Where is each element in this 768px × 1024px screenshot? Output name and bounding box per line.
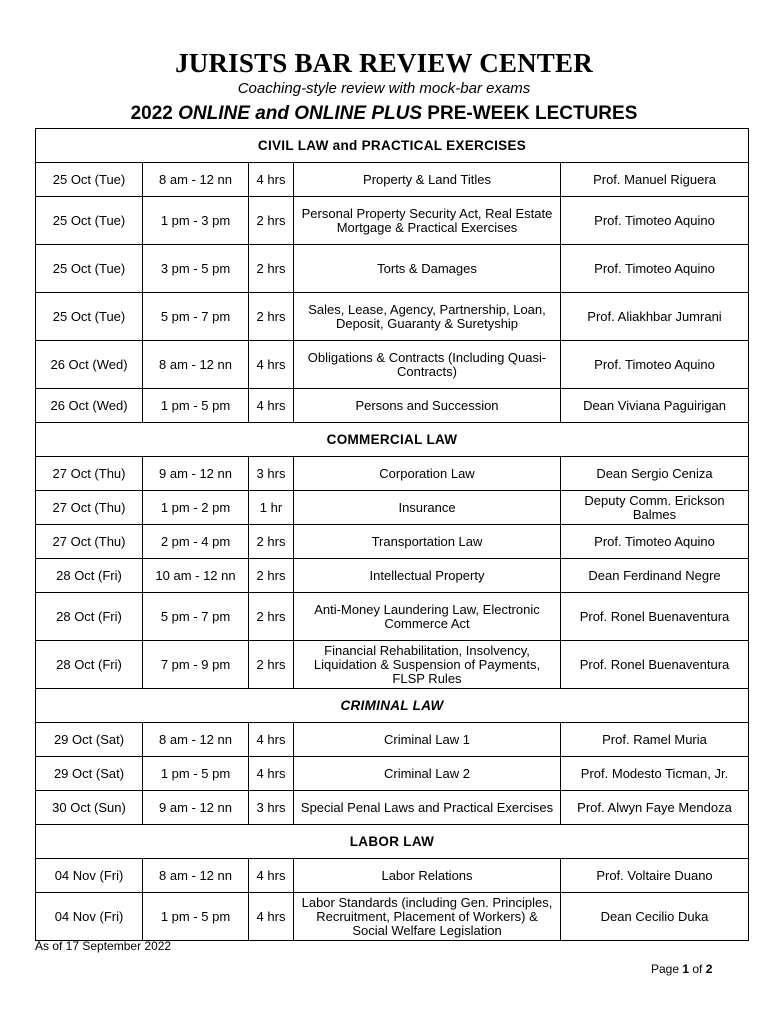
cell-time: 8 am - 12 nn xyxy=(143,163,249,197)
cell-time: 1 pm - 5 pm xyxy=(143,389,249,423)
cell-hours: 4 hrs xyxy=(249,859,294,893)
cell-date: 04 Nov (Fri) xyxy=(36,859,143,893)
cell-date: 25 Oct (Tue) xyxy=(36,197,143,245)
cell-hours: 4 hrs xyxy=(249,757,294,791)
cell-time: 5 pm - 7 pm xyxy=(143,293,249,341)
cell-subject: Insurance xyxy=(294,491,561,525)
cell-hours: 2 hrs xyxy=(249,593,294,641)
cell-hours: 4 hrs xyxy=(249,389,294,423)
table-row xyxy=(36,163,749,197)
cell-time: 9 am - 12 nn xyxy=(143,791,249,825)
table-row xyxy=(36,791,749,825)
cell-subject: Sales, Lease, Agency, Partnership, Loan, Deposit, Guaranty & Suretyship xyxy=(294,293,561,341)
cell-lecturer: Dean Sergio Ceniza xyxy=(561,457,749,491)
cell-hours: 1 hr xyxy=(249,491,294,525)
cell-hours: 4 hrs xyxy=(249,893,294,941)
cell-lecturer: Prof. Ramel Muria xyxy=(561,723,749,757)
cell-hours: 2 hrs xyxy=(249,245,294,293)
cell-lecturer: Prof. Ronel Buenaventura xyxy=(561,641,749,689)
cell-time: 1 pm - 5 pm xyxy=(143,757,249,791)
cell-subject: Financial Rehabilitation, Insolvency, Liquidation & Suspension of Payments, FLSP Rules xyxy=(294,641,561,689)
cell-subject: Obligations & Contracts (Including Quasi-Contracts) xyxy=(294,341,561,389)
cell-date: 25 Oct (Tue) xyxy=(36,245,143,293)
cell-lecturer: Deputy Comm. Erickson Balmes xyxy=(561,491,749,525)
cell-lecturer: Prof. Timoteo Aquino xyxy=(561,197,749,245)
cell-lecturer: Prof. Timoteo Aquino xyxy=(561,245,749,293)
cell-time: 8 am - 12 nn xyxy=(143,859,249,893)
cell-subject: Labor Standards (including Gen. Principles, Recruitment, Placement of Workers) & Social Welfare Legislation xyxy=(294,893,561,941)
cell-time: 1 pm - 5 pm xyxy=(143,893,249,941)
table-row xyxy=(36,893,749,941)
section-header-row xyxy=(36,825,749,859)
table-row xyxy=(36,341,749,389)
cell-time: 1 pm - 2 pm xyxy=(143,491,249,525)
cell-time: 8 am - 12 nn xyxy=(143,341,249,389)
page-mid: of xyxy=(689,962,706,976)
cell-time: 3 pm - 5 pm xyxy=(143,245,249,293)
cell-date: 27 Oct (Thu) xyxy=(36,457,143,491)
section-header-row xyxy=(36,129,749,163)
cell-date: 26 Oct (Wed) xyxy=(36,389,143,423)
cell-hours: 2 hrs xyxy=(249,525,294,559)
cell-subject: Property & Land Titles xyxy=(294,163,561,197)
cell-hours: 2 hrs xyxy=(249,559,294,593)
table-row xyxy=(36,593,749,641)
cell-hours: 2 hrs xyxy=(249,641,294,689)
section-header: CIVIL LAW and PRACTICAL EXERCISES xyxy=(36,129,749,163)
page-total: 2 xyxy=(705,962,713,976)
section-header: CRIMINAL LAW xyxy=(36,689,749,723)
heading-rest: PRE-WEEK LECTURES xyxy=(422,103,638,124)
cell-date: 28 Oct (Fri) xyxy=(36,559,143,593)
cell-subject: Personal Property Security Act, Real Estate Mortgage & Practical Exercises xyxy=(294,197,561,245)
table-row xyxy=(36,723,749,757)
as-of-date: As of 17 September 2022 xyxy=(35,939,172,953)
schedule-table xyxy=(35,128,749,941)
page-number xyxy=(651,962,712,976)
section-header-row xyxy=(36,423,749,457)
cell-lecturer: Prof. Ronel Buenaventura xyxy=(561,593,749,641)
table-row xyxy=(36,491,749,525)
cell-time: 5 pm - 7 pm xyxy=(143,593,249,641)
cell-date: 25 Oct (Tue) xyxy=(36,163,143,197)
cell-lecturer: Prof. Manuel Riguera xyxy=(561,163,749,197)
cell-hours: 2 hrs xyxy=(249,293,294,341)
cell-hours: 3 hrs xyxy=(249,791,294,825)
page-current: 1 xyxy=(682,962,690,976)
cell-date: 28 Oct (Fri) xyxy=(36,641,143,689)
cell-hours: 4 hrs xyxy=(249,341,294,389)
cell-date: 26 Oct (Wed) xyxy=(36,341,143,389)
cell-subject: Transportation Law xyxy=(294,525,561,559)
cell-lecturer: Prof. Timoteo Aquino xyxy=(561,341,749,389)
cell-hours: 2 hrs xyxy=(249,197,294,245)
cell-date: 27 Oct (Thu) xyxy=(36,525,143,559)
table-row xyxy=(36,859,749,893)
cell-time: 8 am - 12 nn xyxy=(143,723,249,757)
cell-lecturer: Dean Cecilio Duka xyxy=(561,893,749,941)
cell-hours: 3 hrs xyxy=(249,457,294,491)
cell-time: 9 am - 12 nn xyxy=(143,457,249,491)
schedule-table-body xyxy=(36,129,749,941)
schedule-heading xyxy=(0,103,768,125)
page-prefix: Page xyxy=(651,962,683,976)
cell-date: 04 Nov (Fri) xyxy=(36,893,143,941)
cell-subject: Torts & Damages xyxy=(294,245,561,293)
cell-subject: Criminal Law 2 xyxy=(294,757,561,791)
table-row xyxy=(36,559,749,593)
cell-subject: Anti-Money Laundering Law, Electronic Commerce Act xyxy=(294,593,561,641)
cell-subject: Persons and Succession xyxy=(294,389,561,423)
cell-date: 29 Oct (Sat) xyxy=(36,757,143,791)
cell-lecturer: Prof. Modesto Ticman, Jr. xyxy=(561,757,749,791)
cell-lecturer: Prof. Timoteo Aquino xyxy=(561,525,749,559)
cell-date: 29 Oct (Sat) xyxy=(36,723,143,757)
cell-date: 27 Oct (Thu) xyxy=(36,491,143,525)
section-header-row xyxy=(36,689,749,723)
cell-hours: 4 hrs xyxy=(249,723,294,757)
cell-time: 2 pm - 4 pm xyxy=(143,525,249,559)
cell-time: 1 pm - 3 pm xyxy=(143,197,249,245)
cell-subject: Special Penal Laws and Practical Exercises xyxy=(294,791,561,825)
table-row xyxy=(36,525,749,559)
cell-lecturer: Prof. Alwyn Faye Mendoza xyxy=(561,791,749,825)
cell-lecturer: Dean Viviana Paguirigan xyxy=(561,389,749,423)
cell-lecturer: Dean Ferdinand Negre xyxy=(561,559,749,593)
table-row xyxy=(36,457,749,491)
cell-time: 10 am - 12 nn xyxy=(143,559,249,593)
table-row xyxy=(36,757,749,791)
heading-year: 2022 xyxy=(130,103,179,124)
table-row xyxy=(36,197,749,245)
section-header: COMMERCIAL LAW xyxy=(36,423,749,457)
table-row xyxy=(36,293,749,341)
heading-italic: ONLINE and ONLINE PLUS xyxy=(178,103,423,124)
table-row xyxy=(36,389,749,423)
cell-time: 7 pm - 9 pm xyxy=(143,641,249,689)
cell-lecturer: Prof. Voltaire Duano xyxy=(561,859,749,893)
cell-date: 25 Oct (Tue) xyxy=(36,293,143,341)
table-row xyxy=(36,245,749,293)
cell-date: 28 Oct (Fri) xyxy=(36,593,143,641)
cell-subject: Corporation Law xyxy=(294,457,561,491)
cell-subject: Intellectual Property xyxy=(294,559,561,593)
cell-subject: Criminal Law 1 xyxy=(294,723,561,757)
document-title: JURISTS BAR REVIEW CENTER xyxy=(175,48,593,78)
cell-date: 30 Oct (Sun) xyxy=(36,791,143,825)
table-row xyxy=(36,641,749,689)
cell-hours: 4 hrs xyxy=(249,163,294,197)
cell-lecturer: Prof. Aliakhbar Jumrani xyxy=(561,293,749,341)
section-header: LABOR LAW xyxy=(36,825,749,859)
cell-subject: Labor Relations xyxy=(294,859,561,893)
document-subtitle: Coaching-style review with mock-bar exams xyxy=(237,80,531,97)
